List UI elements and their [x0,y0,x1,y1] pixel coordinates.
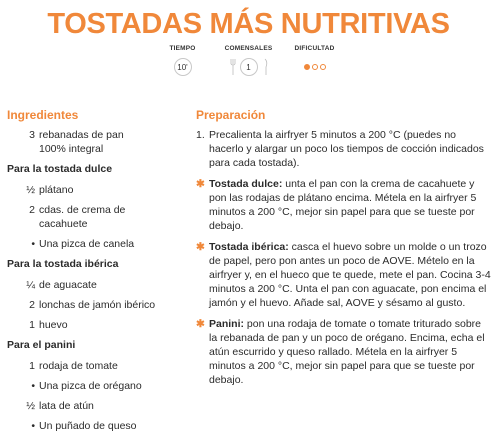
ingredient-text: de aguacate [39,279,97,291]
difficulty-dot [304,64,310,70]
ingredient-item [7,359,185,373]
asterisk-icon: ✱ [196,318,205,330]
ingredient-item [7,318,185,332]
ingredient-item [7,278,185,292]
step-text: pon una rodaja de tomate o tomate triturado sobre la rebanada de pan y un poco de orégano. Encima, echa el atún escurrido y queso rallado. Métela en la airfryer 5 minutos a 200 °C, mejor sin papel para que se tueste por debajo. [209,318,485,386]
ingredient-qty: 1 [29,319,35,331]
ingredient-qty: 1 [29,360,35,372]
difficulty-dots [304,64,326,70]
dificultad-label: DIFICULTAD [294,45,335,52]
fork-icon [230,58,236,76]
prep-step-dulce [196,177,492,233]
prep-step-panini [196,317,492,387]
ingredient-item [7,379,185,393]
preparation-column [196,108,492,394]
ingredient-text: Una pizca de orégano [39,380,142,392]
ingredient-qty: 3 [29,129,35,141]
step-text: unta el pan con la crema de cacahuete y pon las rodajas de plátano encima. Métela en la airfryer 5 minutos a 200 °C, mejor sin papel para que se tueste por debajo. [209,178,477,232]
ingredient-item [7,203,185,231]
ingredient-qty: ½ [26,400,35,412]
bullet-icon: • [31,380,35,392]
iberica-heading: Para la tostada ibérica [7,258,119,270]
ingredient-text: lonchas de jamón ibérico [39,299,156,311]
preparation-heading: Preparación [196,108,266,122]
ingredient-qty: 2 [29,204,35,216]
ingredient-text: Un puñado de queso [39,420,137,432]
knife-icon [262,58,268,76]
ingredient-item [7,399,185,413]
ingredient-item [7,237,185,251]
asterisk-icon: ✱ [196,241,205,253]
step-label: Tostada dulce: [209,178,283,190]
difficulty-dot [312,64,318,70]
ingredient-text: plátano [39,184,74,196]
ingredient-text: cdas. de crema de cacahuete [39,204,126,230]
ingredients-heading: Ingredientes [7,108,79,122]
step-label: Panini: [209,318,245,330]
ingredient-text: Una pizca de canela [39,238,135,250]
ingredient-item [7,419,185,433]
meta-comensales [213,45,285,77]
ingredient-item [7,183,185,197]
meta-dificultad [285,45,345,77]
bullet-icon: • [31,420,35,432]
ingredient-qty: ¼ [26,279,35,291]
ingredient-text: huevo [39,319,68,331]
prep-step [196,128,492,170]
comensales-label: COMENSALES [224,45,273,52]
ingredient-text: lata de atún [39,400,94,412]
ingredients-column [7,108,185,439]
ingredient-qty: ½ [26,184,35,196]
recipe-meta [0,45,497,77]
bullet-icon: • [31,238,35,250]
ingredient-qty: 2 [29,299,35,311]
meta-tiempo [153,45,213,77]
asterisk-icon: ✱ [196,178,205,190]
comensales-value: 1 [240,58,258,76]
prep-step-iberica [196,240,492,310]
ingredient-item [7,128,185,156]
difficulty-dot [320,64,326,70]
ingredient-item [7,298,185,312]
tiempo-value: 10' [174,58,192,76]
step-text: casca el huevo sobre un molde o un trozo de papel, pero pon antes un poco de AOVE. Mételo en la airfryer y, en el hueco que te quede, mete el pan. Cocina 3-4 minutos a 200 °C. Unta el pan con aguacate, pon encima el jamón y el huevo. Añade sal, AOVE y sésamo al gusto. [209,241,491,309]
dulce-heading: Para la tostada dulce [7,163,113,175]
panini-heading: Para el panini [7,339,76,351]
ingredient-text: rodaja de tomate [39,360,118,372]
page-title: TOSTADAS MÁS NUTRITIVAS [47,8,450,40]
ingredient-text: rebanadas de pan 100% integral [39,129,124,155]
step-label: Tostada ibérica: [209,241,289,253]
tiempo-label: TIEMPO [169,45,196,52]
step-text: Precalienta la airfryer 5 minutos a 200 °C (puedes no hacerlo y alargar un poco los tiempos de cocción indicados para cada tostada). [209,129,484,169]
step-number: 1. [196,129,205,141]
